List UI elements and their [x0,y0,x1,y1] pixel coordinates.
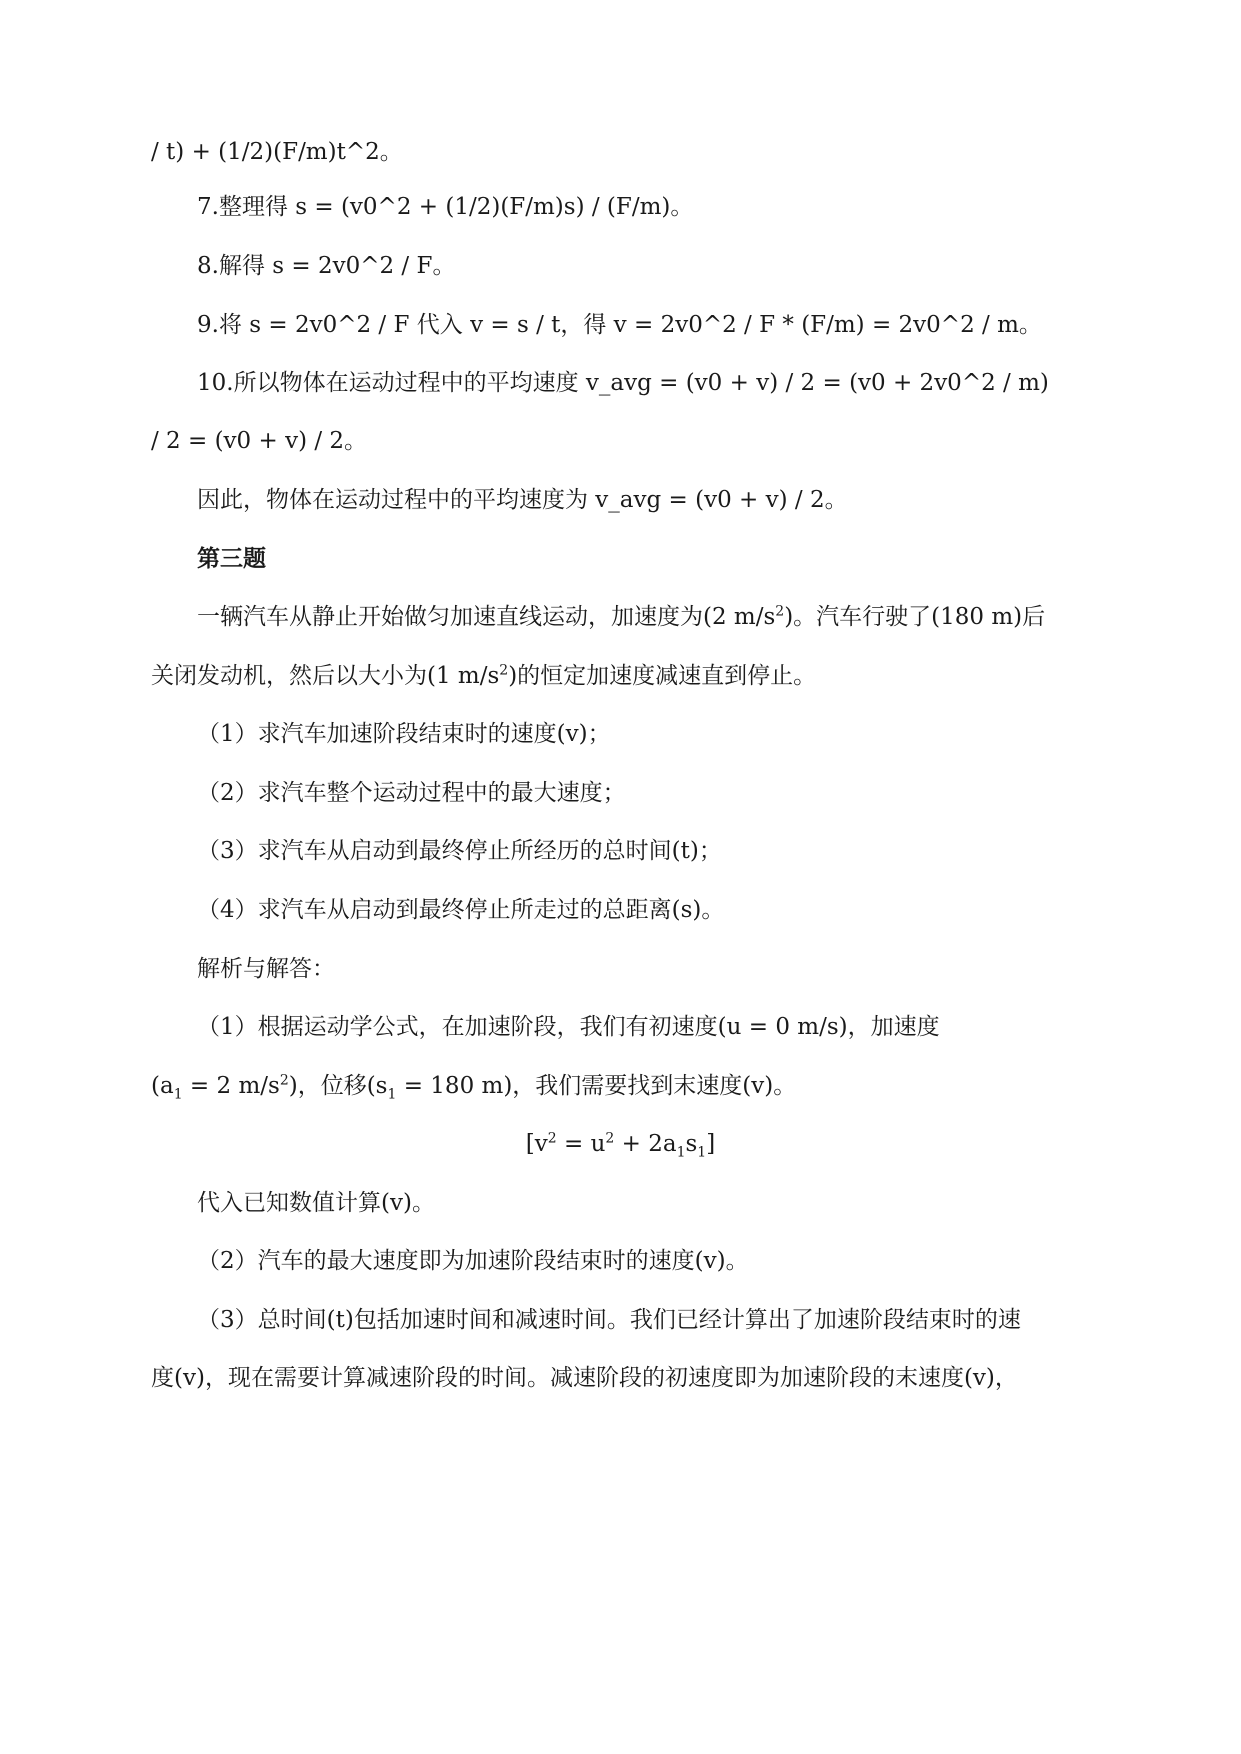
superscript: 2 [279,1072,289,1089]
subscript: 1 [697,1144,707,1161]
question-item: （1）求汽车加速阶段结束时的速度(v)； [197,721,611,747]
text-line: 代入已知数值计算(v)。 [197,1190,435,1216]
text-fragment: s [685,1131,698,1157]
superscript: 2 [605,1130,615,1147]
question-item: （3）求汽车从启动到最终停止所经历的总时间(t)； [197,838,722,864]
text-line: （2）汽车的最大速度即为加速阶段结束时的速度(v)。 [197,1248,749,1274]
text-fragment: ] [706,1131,716,1157]
subscript: 1 [387,1086,397,1103]
question-item: （4）求汽车从启动到最终停止所走过的总距离(s)。 [197,897,725,923]
text-fragment: )，位移(s [288,1073,388,1099]
text-line: （3）总时间(t)包括加速时间和减速时间。我们已经计算出了加速阶段结束时的速 [197,1307,1021,1333]
text-fragment: + 2a [614,1131,677,1157]
text-line: 因此，物体在运动过程中的平均速度为 v_avg = (v0 + v) / 2。 [197,487,848,513]
text-line: 10.所以物体在运动过程中的平均速度 v_avg = (v0 + v) / 2 = (v0 + 2v0^2 / m) [197,370,1049,396]
text-line: （1）根据运动学公式，在加速阶段，我们有初速度(u = 0 m/s)，加速度 [197,1014,940,1040]
text-fragment: = 2 m/s [182,1073,280,1099]
equation [0,1128,1241,1160]
subscript: 1 [676,1144,686,1161]
superscript: 2 [499,662,509,679]
subscript: 1 [173,1086,183,1103]
text-fragment: = u [556,1131,606,1157]
text-line: 8.解得 s = 2v0^2 / F。 [197,253,456,279]
text-fragment: )的恒定加速度减速直到停止。 [508,663,817,689]
text-line [197,601,1045,633]
superscript: 2 [775,603,785,620]
question-item: （2）求汽车整个运动过程中的最大速度； [197,780,626,806]
text-fragment: = 180 m)，我们需要找到末速度(v)。 [396,1073,797,1099]
text-fragment: (a [151,1073,174,1099]
superscript: 2 [547,1130,557,1147]
text-fragment: 关闭发动机，然后以大小为(1 m/s [151,663,500,689]
section-heading: 第三题 [197,545,266,572]
text-line: / t) + (1/2)(F/m)t^2。 [151,139,403,165]
text-line [151,1070,796,1102]
text-line: 度(v)，现在需要计算减速阶段的时间。减速阶段的初速度即为加速阶段的末速度(v)， [151,1365,1018,1391]
text-line: / 2 = (v0 + v) / 2。 [151,428,368,454]
text-line: 解析与解答： [197,956,335,982]
text-fragment: [v [525,1131,548,1157]
text-fragment: 一辆汽车从静止开始做匀加速直线运动，加速度为(2 m/s [197,604,776,630]
text-line: 9.将 s = 2v0^2 / F 代入 v = s / t，得 v = 2v0^2 / F * (F/m) = 2v0^2 / m。 [197,312,1042,338]
text-line [151,660,816,692]
text-line: 7.整理得 s = (v0^2 + (1/2)(F/m)s) / (F/m)。 [197,194,694,220]
text-fragment: )。汽车行驶了(180 m)后 [784,604,1046,630]
